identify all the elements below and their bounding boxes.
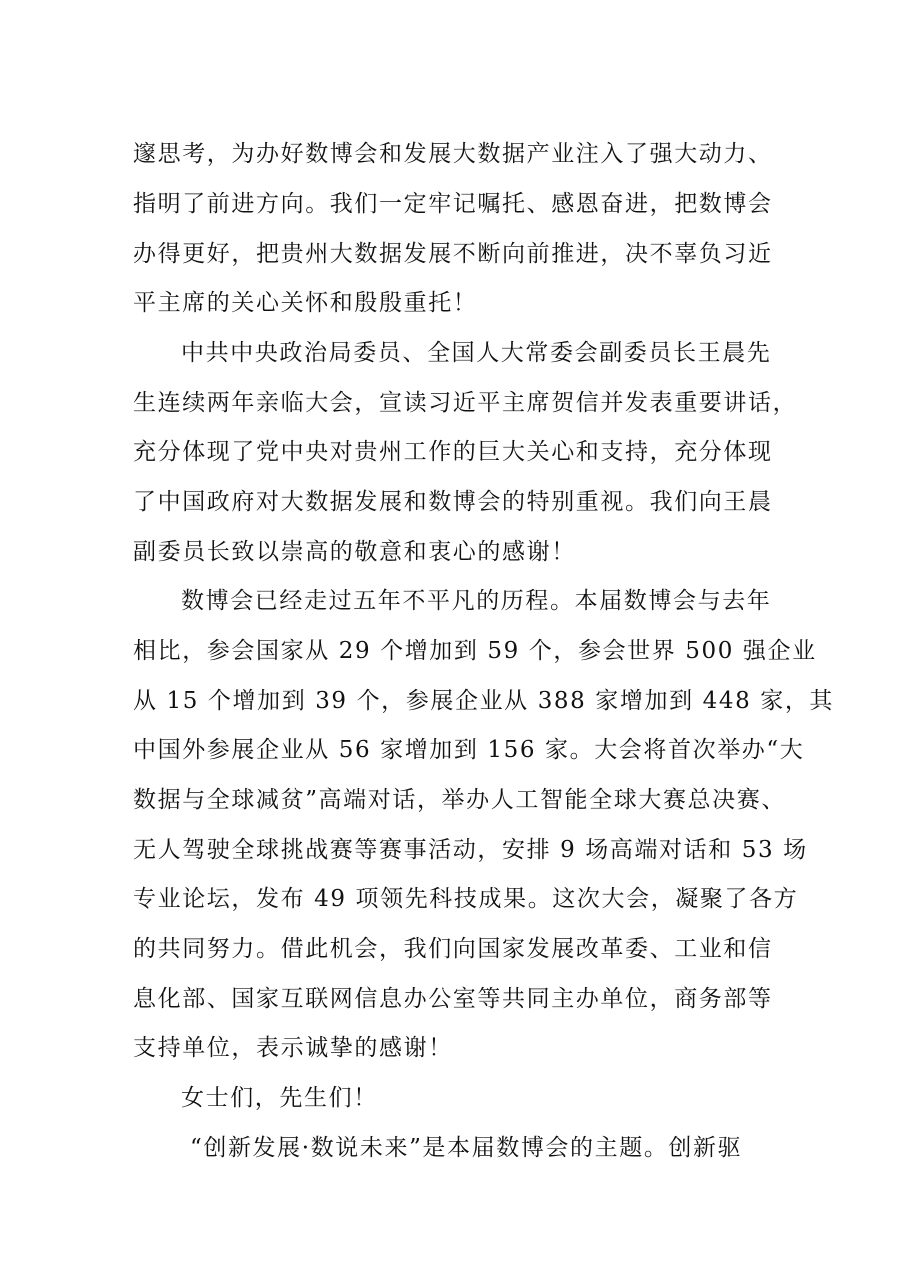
text-line: 的共同努力。借此机会，我们向国家发展改革委、工业和信 [133, 936, 773, 962]
text-line: 中国外参展企业从 56 家增加到 156 家。大会将首次举办“大 [133, 737, 805, 763]
text-line: 相比，参会国家从 29 个增加到 59 个，参会世界 500 强企业 [133, 638, 817, 664]
text-line: 数据与全球减贫”高端对话，举办人工智能全球大赛总决赛、 [133, 787, 786, 813]
text-line: 副委员长致以崇高的敬意和衷心的感谢！ [133, 539, 576, 565]
text-line: 从 15 个增加到 39 个，参展企业从 388 家增加到 448 家，其 [133, 688, 835, 714]
text-line: 支持单位，表示诚挚的感谢！ [133, 1035, 453, 1061]
text-line: 邃思考，为办好数博会和发展大数据产业注入了强大动力、 [133, 141, 773, 167]
paragraph-first-line: 数博会已经走过五年不平凡的历程。本届数博会与去年 [181, 588, 772, 614]
text-line: 生连续两年亲临大会，宣读习近平主席贺信并发表重要讲话， [133, 390, 798, 416]
text-line: 充分体现了党中央对贵州工作的巨大关心和支持，充分体现 [133, 439, 773, 465]
salutation-line: 女士们，先生们！ [181, 1085, 378, 1111]
paragraph-first-line: “创新发展·数说未来”是本届数博会的主题。创新驱 [190, 1135, 743, 1161]
text-line: 平主席的关心关怀和殷殷重托！ [133, 290, 478, 316]
text-line: 办得更好，把贵州大数据发展不断向前推进，决不辜负习近 [133, 241, 773, 267]
text-line: 无人驾驶全球挑战赛等赛事活动，安排 9 场高端对话和 53 场 [133, 837, 808, 863]
text-line: 了中国政府对大数据发展和数博会的特别重视。我们向王晨 [133, 489, 773, 515]
paragraph-first-line: 中共中央政治局委员、全国人大常委会副委员长王晨先 [181, 340, 772, 366]
text-line: 指明了前进方向。我们一定牢记嘱托、感恩奋进，把数博会 [133, 191, 773, 217]
text-line: 息化部、国家互联网信息办公室等共同主办单位，商务部等 [133, 986, 773, 1012]
text-line: 专业论坛，发布 49 项领先科技成果。这次大会，凝聚了各方 [133, 886, 799, 912]
